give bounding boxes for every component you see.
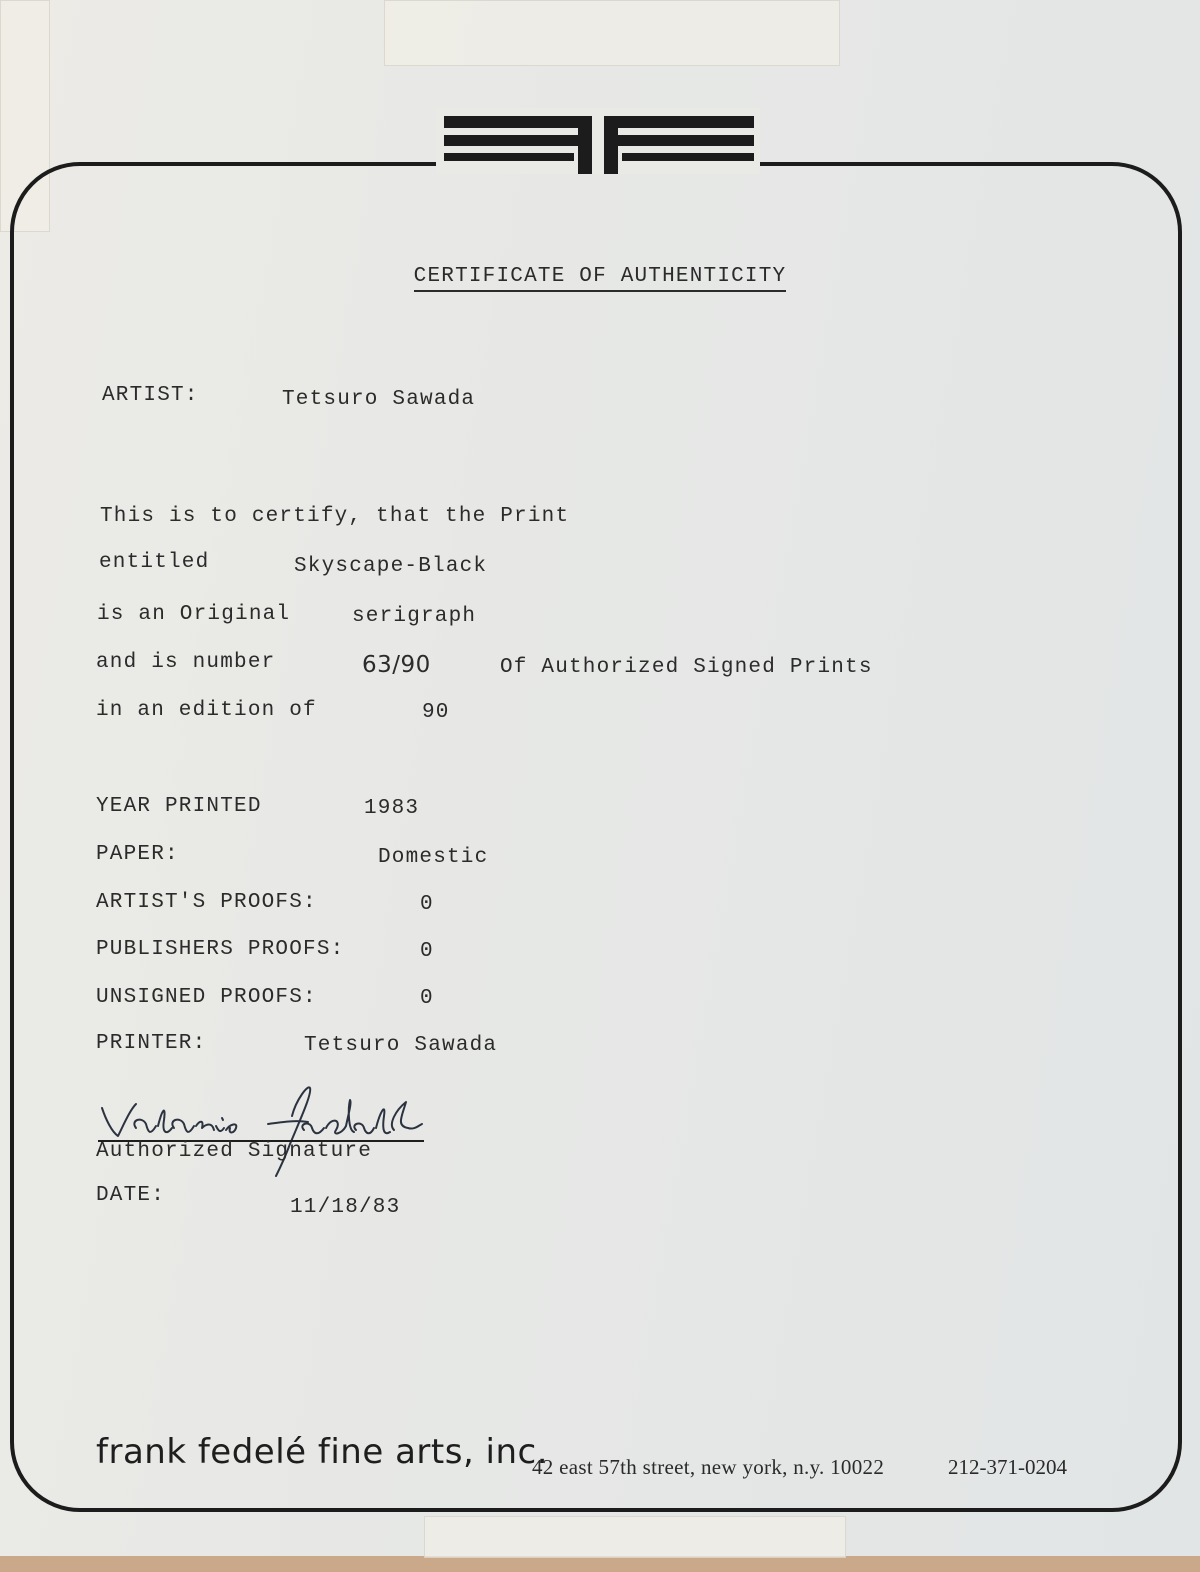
handwritten-signature — [96, 1080, 426, 1178]
print-title-value: Skyscape-Black — [294, 555, 488, 578]
tape-strip-bottom — [424, 1516, 846, 1558]
printer-value: Tetsuro Sawada — [304, 1034, 498, 1057]
number-label: and is number — [96, 651, 276, 674]
certificate-border — [10, 162, 1182, 1512]
company-phone: 212-371-0204 — [948, 1455, 1067, 1479]
artist-proofs-label: ARTIST'S PROOFS: — [96, 891, 317, 914]
date-label: DATE: — [96, 1184, 166, 1207]
certify-statement: This is to certify, that the Print — [100, 505, 570, 528]
ff-monogram-logo — [436, 108, 760, 174]
certificate-title: CERTIFICATE OF AUTHENTICITY — [0, 265, 1200, 288]
frame-mat — [0, 1556, 1200, 1572]
print-number-value: 63/90 — [362, 652, 431, 678]
artist-value: Tetsuro Sawada — [282, 388, 476, 411]
year-value: 1983 — [364, 797, 420, 820]
tape-strip-top — [384, 0, 840, 66]
edition-label: in an edition of — [96, 699, 317, 722]
printer-label: PRINTER: — [96, 1032, 207, 1055]
entitled-label: entitled — [99, 551, 210, 574]
unsigned-proofs-value: 0 — [420, 987, 434, 1010]
publishers-proofs-value: 0 — [420, 940, 434, 963]
paper-label: PAPER: — [96, 843, 179, 866]
unsigned-proofs-label: UNSIGNED PROOFS: — [96, 986, 317, 1009]
paper-value: Domestic — [378, 846, 489, 869]
edition-value: 90 — [422, 701, 450, 724]
original-label: is an Original — [97, 603, 291, 626]
artist-proofs-value: 0 — [420, 893, 434, 916]
number-suffix: Of Authorized Signed Prints — [500, 656, 873, 679]
year-label: YEAR PRINTED — [96, 795, 262, 818]
company-address: 42 east 57th street, new york, n.y. 10022 — [532, 1455, 885, 1479]
publishers-proofs-label: PUBLISHERS PROOFS: — [96, 938, 345, 961]
signature-scrawl — [96, 1080, 426, 1178]
company-name: frank fedelé fine arts, inc. — [96, 1432, 549, 1472]
signature-label: Authorized Signature — [96, 1140, 373, 1163]
medium-value: serigraph — [352, 605, 477, 628]
ff-logo-icon — [436, 108, 760, 174]
date-value: 11/18/83 — [290, 1196, 401, 1219]
artist-label: ARTIST: — [102, 384, 199, 407]
